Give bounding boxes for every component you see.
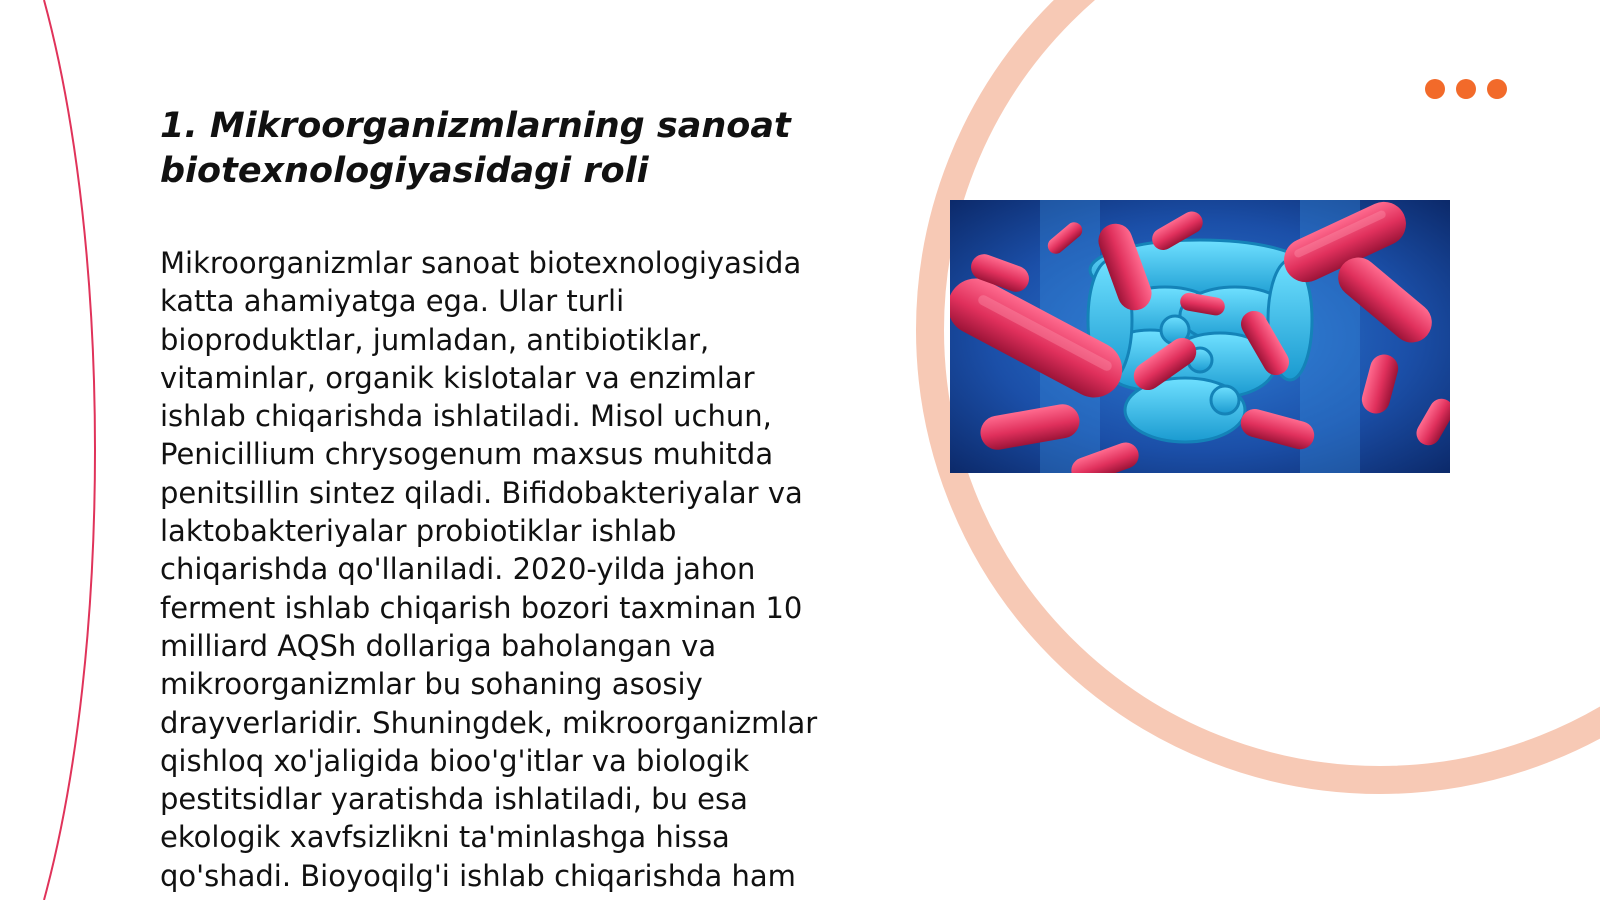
dot-1 (1425, 79, 1445, 99)
dot-3 (1487, 79, 1507, 99)
slide-body-text: Mikroorganizmlar sanoat biotexnologiyasida katta ahamiyatga ega. Ular turli bioproduktlar, jumladan, antibiotiklar, vitaminlar, organik kislotalar va enzimlar ishlab chiqarishda ishlatiladi. Misol uchun, Penicillium chrysogenum maxsus muhitda penitsillin sintez qiladi. Bifidobakteriyalar va laktobakteriyalar probiotiklar ishlab chiqarishda qo'llaniladi. 2020-yilda jahon ferment ishlab chiqarish bozori taxminan 10 milliard AQSh dollariga baholangan va mikroorganizmlar bu sohaning asosiy drayverlaridir. Shuningdek, mikroorganizmlar qishloq xo'jaligida bioo'g'itlar va biologik pestitsidlar yaratishda ishlatiladi, bu esa ekologik xavfsizlikni ta'minlashga hissa qo'shadi. Bioyoqilg'i ishlab chiqarishda ham (160, 246, 818, 893)
bacteria-illustration (950, 200, 1450, 473)
menu-dots-icon (1425, 79, 1507, 99)
slide-title: 1. Mikroorganizmlarning sanoat biotexnologiyasidagi roli (160, 106, 791, 191)
left-arc-line (44, 0, 95, 900)
bacteria-image (950, 200, 1450, 473)
dot-2 (1456, 79, 1476, 99)
